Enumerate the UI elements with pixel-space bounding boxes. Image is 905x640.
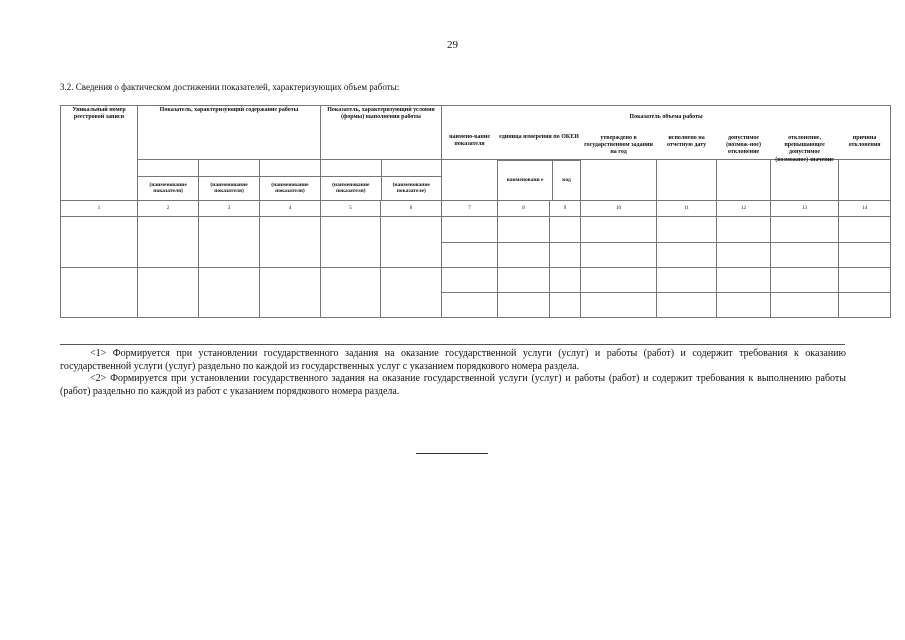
- table-cell: [61, 268, 138, 318]
- col-number: 10: [581, 201, 657, 217]
- col-number: 12: [717, 201, 771, 217]
- header-volume-indicator: Показатель объема работы: [442, 106, 891, 160]
- table-cell: [839, 217, 891, 243]
- sub-header-name-3: (наименование показателя): [259, 176, 320, 200]
- table-cell: [199, 268, 260, 318]
- header-exceeding-cell: [771, 135, 839, 201]
- sub-header-name-4: (наименование показателя): [321, 176, 381, 200]
- content-subgrid: [138, 160, 321, 201]
- col-number: 11: [657, 201, 717, 217]
- table-cell: [581, 268, 657, 293]
- header-unit-okei: единица измерения по ОКЕИ: [499, 134, 579, 140]
- sub-header-name-2: (наименование показателя): [199, 176, 260, 200]
- table-cell: [771, 268, 839, 293]
- header-unique-record: Уникальный номер реестровой записи: [61, 106, 138, 201]
- table-cell: [550, 293, 581, 318]
- table-cell: [657, 243, 717, 268]
- table-cell: [498, 293, 550, 318]
- table-cell: [138, 217, 199, 268]
- end-divider: [416, 453, 488, 454]
- sub-header-unit-code: код: [553, 161, 581, 201]
- table-cell: [581, 217, 657, 243]
- footnote-2: <2> Формируется при установлении государственного задания на оказание государственной услуги (услуг) и работы (работ) и содержит требования к выполнению работы (работ) раздельно по каждой из работ с указанием порядкового номера раздела.: [60, 373, 846, 397]
- table-cell: [442, 268, 498, 293]
- section-title: 3.2. Сведения о фактическом достижении показателей, характеризующих объем работы:: [60, 82, 400, 92]
- table-cell: [657, 217, 717, 243]
- table-cell: [771, 243, 839, 268]
- header-reason-cell: [839, 135, 891, 201]
- table-cell: [581, 243, 657, 268]
- table-row: [61, 217, 891, 243]
- table-cell: [771, 293, 839, 318]
- table-cell: [581, 293, 657, 318]
- table-cell: [442, 243, 498, 268]
- table-cell: [260, 217, 321, 268]
- table-cell: [771, 217, 839, 243]
- col-number: 1: [61, 201, 138, 217]
- sub-header-name-1: (наименование показателя): [138, 176, 199, 200]
- column-number-row: [61, 201, 891, 217]
- col-number: 13: [771, 201, 839, 217]
- table-cell: [550, 243, 581, 268]
- table-cell: [839, 243, 891, 268]
- page-number: 29: [447, 39, 458, 51]
- header-approved: утверждено в государственном задании на год: [584, 135, 653, 156]
- col-number: 6: [381, 201, 442, 217]
- table-cell: [138, 268, 199, 318]
- sub-header-name-5: (наименование показателе): [381, 176, 441, 200]
- table-cell: [381, 268, 442, 318]
- col-number: 2: [138, 201, 199, 217]
- col-number: 3: [199, 201, 260, 217]
- table-cell: [61, 217, 138, 268]
- table-cell: [381, 217, 442, 268]
- header-deviation-reason: причина отклонения: [848, 135, 881, 149]
- table-cell: [839, 293, 891, 318]
- header-executed-cell: [657, 135, 717, 201]
- col-number: 8: [498, 201, 550, 217]
- table-cell: [321, 217, 381, 268]
- table-cell: [717, 268, 771, 293]
- sub-header-unit-name: наименовани е: [498, 161, 553, 201]
- table-cell: [657, 268, 717, 293]
- table-cell: [717, 243, 771, 268]
- header-allowed-deviation: допустимое (возмож-ное) отклонение: [726, 135, 761, 156]
- header-approved-cell: [581, 135, 657, 201]
- header-executed: исполнено на отчетную дату: [666, 135, 707, 149]
- header-indicator-name-cell: [442, 134, 498, 201]
- table-cell: [442, 293, 498, 318]
- table-cell: [839, 268, 891, 293]
- table-cell: [717, 217, 771, 243]
- table-cell: [550, 217, 581, 243]
- table-cell: [717, 293, 771, 318]
- table-cell: [321, 268, 381, 318]
- col-number: 14: [839, 201, 891, 217]
- header-condition-indicator: Показатель, характеризующий условия (формы) выполнения работы: [321, 106, 442, 160]
- footnotes: [60, 348, 846, 398]
- header-exceeding-deviation: отклонение, превышающее допустимое (возможное) значение: [775, 135, 834, 163]
- col-number: 9: [550, 201, 581, 217]
- footnote-1: <1> Формируется при установлении государственного задания на оказание государственной услуги (услуг) и работы (работ) и содержит требования к оказанию государственной услуги (услуг) раздельно по каждой из государственных услуг с указанием порядкового номера раздела.: [60, 348, 846, 372]
- condition-subgrid: [321, 160, 442, 201]
- table-cell: [442, 217, 498, 243]
- table-cell: [199, 217, 260, 268]
- header-allowed-cell: [717, 135, 771, 201]
- col-number: 7: [442, 201, 498, 217]
- table-cell: [657, 293, 717, 318]
- volume-indicators-table: [60, 105, 891, 318]
- col-number: 5: [321, 201, 381, 217]
- table-row: [61, 268, 891, 293]
- header-indicator-name: наимено-вание показателя: [449, 134, 490, 148]
- table-cell: [498, 243, 550, 268]
- unit-subgrid: [498, 134, 581, 201]
- table-cell: [498, 268, 550, 293]
- table-cell: [498, 217, 550, 243]
- footnote-divider: [60, 344, 845, 345]
- header-content-indicator: Показатель, характеризующий содержание работы: [138, 106, 321, 160]
- col-number: 4: [260, 201, 321, 217]
- table-cell: [550, 268, 581, 293]
- table-cell: [260, 268, 321, 318]
